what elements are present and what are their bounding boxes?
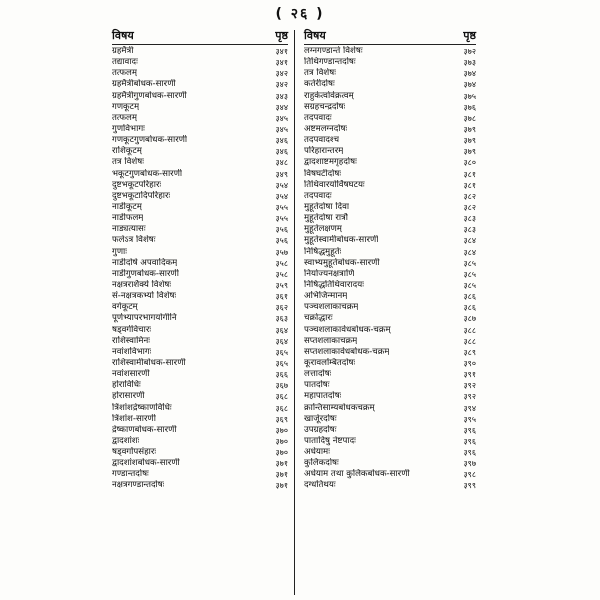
entry-title: तदपवादः (304, 112, 332, 123)
entry-title: ग्रहमैत्री (112, 46, 134, 56)
entry-title: वर्गकूटम् (112, 302, 138, 313)
entry-title: सग्रहचन्द्रदोषः (304, 101, 346, 112)
entry-page: ३९४ (463, 403, 476, 413)
contents-entry (112, 269, 288, 280)
entry-title: अभिजिन्मानम् (304, 291, 348, 302)
entry-title: तत्फलम् (112, 68, 137, 79)
entry-title: पातादिषु नेष्टपादः (304, 435, 356, 446)
entry-page: ३४९ (275, 169, 288, 179)
contents-entry (304, 480, 476, 491)
entry-page: ३४६ (275, 147, 288, 157)
contents-entry (304, 269, 476, 280)
entry-page: ३४४ (275, 102, 288, 112)
entry-page: ३४२ (275, 80, 288, 90)
entry-page: ३६४ (275, 336, 288, 346)
entry-title: निषिद्धमुहूर्तः (304, 246, 342, 257)
entry-page: ३७४ (463, 69, 476, 79)
contents-entry (112, 291, 288, 302)
contents-entry (112, 68, 288, 79)
entry-title: स्वाभ्यमुहूर्तबोधक-सारणी (304, 257, 380, 268)
contents-entry (304, 358, 476, 369)
entry-title: पातदोषः (304, 380, 330, 391)
entry-page: ३७८ (463, 113, 476, 123)
contents-entry (304, 135, 476, 146)
entry-title: नाडीकूटम् (112, 201, 142, 212)
contents-entry (304, 425, 476, 436)
entry-title: षड्वर्गविचारः (112, 324, 152, 335)
contents-column-right (304, 28, 476, 492)
contents-entry (304, 469, 476, 480)
contents-entry (304, 403, 476, 414)
entry-page: ३४१ (275, 58, 288, 68)
entry-title: सप्तशलाकाचक्रम् (304, 335, 358, 346)
page-heading: पृष्ठ (275, 29, 288, 42)
entry-title: राशिस्वामीबोधक-सारणी (112, 357, 186, 368)
entry-page: ३९१ (463, 370, 476, 380)
contents-entry (112, 180, 288, 191)
entry-title: उपग्रहदोषः (304, 424, 337, 435)
contents-entry (304, 458, 476, 469)
entry-title: होरासारणी (112, 391, 145, 402)
entry-title: त्रिंशांशद्रेष्काणविधिः (112, 402, 172, 413)
contents-entry (112, 414, 288, 425)
entry-page: ३५७ (275, 247, 288, 257)
entry-page: ३६४ (275, 325, 288, 335)
entry-title: तदपवादः (304, 190, 332, 201)
entry-title: पञ्चशलाकावेधबोधक-चक्रम् (304, 324, 391, 335)
entry-page: ३५८ (275, 269, 288, 279)
entry-page: ३७० (275, 436, 288, 446)
contents-entry (112, 213, 288, 224)
entry-page: ३६९ (275, 414, 288, 424)
column-header (112, 28, 288, 45)
entry-page: ३९६ (463, 425, 476, 435)
contents-entry (112, 302, 288, 313)
contents-entry (304, 391, 476, 402)
entry-page: ३४३ (275, 91, 288, 101)
entry-title: महापातदोषः (304, 391, 342, 402)
subject-heading: विषय (304, 29, 326, 42)
contents-entry (112, 391, 288, 402)
entry-page: ३९६ (463, 436, 476, 446)
contents-entry (112, 202, 288, 213)
contents-entry (304, 414, 476, 425)
entry-title: चक्रोद्धारः (304, 313, 333, 324)
entry-page: ३५५ (275, 202, 288, 212)
entry-title: मुहूर्तदोषा रात्रौ (304, 213, 349, 224)
contents-entry (304, 336, 476, 347)
contents-entry (304, 325, 476, 336)
entry-page: ३८५ (463, 280, 476, 290)
entry-page: ३७४ (463, 80, 476, 90)
contents-entry (112, 57, 288, 68)
entry-page: ३९२ (463, 381, 476, 391)
entry-title: तदपवादश्च (304, 135, 340, 146)
contents-entry (112, 313, 288, 324)
entry-title: अर्धयामः (304, 447, 330, 458)
entry-title: गण्डान्तदोषः (112, 469, 149, 480)
contents-entry (304, 347, 476, 358)
contents-entry (304, 68, 476, 79)
contents-entry (304, 313, 476, 324)
contents-entry (112, 347, 288, 358)
contents-column-left (112, 28, 288, 492)
entry-title: पूर्णभ्यापरभागयोगीनि (112, 313, 177, 324)
contents-entry (304, 57, 476, 68)
entry-title: गणकूटगुणबोधक-सारणी (112, 135, 188, 146)
contents-entry (304, 224, 476, 235)
entry-title: सप्तशलाकावेधबोधक-चक्रम् (304, 346, 390, 357)
entry-page: ३८८ (463, 325, 476, 335)
entry-page: ३५८ (275, 258, 288, 268)
entry-page: ३८६ (463, 303, 476, 313)
contents-entry (112, 336, 288, 347)
entry-title: मुहूर्तदोषा दिवा (304, 201, 350, 212)
contents-entry (304, 169, 476, 180)
contents-entry (112, 247, 288, 258)
contents-entry (112, 280, 288, 291)
entry-page: ३९९ (463, 481, 476, 491)
contents-entry (112, 369, 288, 380)
contents-entry (112, 358, 288, 369)
contents-entry (304, 213, 476, 224)
contents-entry (112, 235, 288, 246)
entry-page: ३६३ (275, 314, 288, 324)
entry-page: ३८२ (463, 202, 476, 212)
contents-entry (112, 447, 288, 458)
contents-entry (112, 436, 288, 447)
contents-entry (112, 325, 288, 336)
contents-entry (304, 191, 476, 202)
entry-title: अर्धयाम तथा कुलिकबोधक-सारणी (304, 469, 410, 480)
entry-title: ग्रहमैत्रीगुणबोधक-सारणी (112, 90, 187, 101)
contents-entry (304, 113, 476, 124)
entry-title: नाड्यत्यासः (112, 224, 146, 235)
entry-title: पञ्चशलाकाचक्रम् (304, 302, 359, 313)
entry-title: गुणविभागः (112, 123, 145, 134)
entry-page: ३६७ (275, 381, 288, 391)
entry-title: मुहूर्तस्वामीबोधक-सारणी (304, 235, 379, 246)
entry-title: कुलिकदोषः (304, 458, 339, 469)
entry-title: ग्रहमैत्रीबोधक-सारणी (112, 79, 176, 90)
contents-entry (112, 102, 288, 113)
entry-page: ३७९ (463, 124, 476, 134)
entry-page: ३५४ (275, 180, 288, 190)
entry-page: ३६२ (275, 303, 288, 313)
entry-page: ३८९ (463, 347, 476, 357)
entry-title: फलेऽत्र विशेषः (112, 235, 156, 246)
entry-title: भकूटगुणबोधक-सारणी (112, 168, 183, 179)
entry-title: राहुकेत्वोर्वक्रत्वम् (304, 90, 354, 101)
entry-page: ३४५ (275, 124, 288, 134)
entry-title: खार्जूरदोषः (304, 413, 337, 424)
entry-title: परिहारान्तरम् (304, 146, 344, 157)
contents-entry (304, 280, 476, 291)
contents-entry (112, 480, 288, 491)
entry-page: ३८२ (463, 191, 476, 201)
entry-page: ३९० (463, 358, 476, 368)
subject-heading: विषय (112, 29, 134, 42)
entry-page: ३५५ (275, 214, 288, 224)
entry-page: ३७९ (463, 136, 476, 146)
entry-title: सं-नक्षत्रकभ्यो विशेषः (112, 291, 177, 302)
contents-entry (304, 235, 476, 246)
contents-entry (112, 135, 288, 146)
entry-page: ३७१ (275, 481, 288, 491)
entry-page: ३९२ (463, 392, 476, 402)
entry-title: द्वादशाष्टमगृहदोषः (304, 157, 357, 168)
entry-title: विषघटीदोषः (304, 168, 342, 179)
entry-title: त्रिंशांश-सारणी (112, 413, 156, 424)
entry-page: ३५६ (275, 225, 288, 235)
contents-entry (304, 291, 476, 302)
entry-page: ३८४ (463, 236, 476, 246)
entry-page: ३५६ (275, 236, 288, 246)
entry-title: क्रान्तिसाम्यबोधकचक्रम् (304, 402, 375, 413)
entry-title: षड्वर्गोपसंहारः (112, 447, 157, 458)
contents-entry (304, 447, 476, 458)
entry-title: दग्धतिथयः (304, 480, 336, 491)
entry-title: नियोज्यनक्षत्राणि (304, 268, 355, 279)
contents-entry (112, 403, 288, 414)
contents-entry (112, 469, 288, 480)
contents-entry (112, 224, 288, 235)
entry-page: ३७३ (463, 58, 476, 68)
contents-entry (304, 380, 476, 391)
entry-title: नाडीदोषे अपवादिकम् (112, 257, 178, 268)
entry-page: ३९७ (463, 459, 476, 469)
entry-page: ३८५ (463, 269, 476, 279)
contents-entry (304, 202, 476, 213)
entry-page: ३८१ (463, 180, 476, 190)
column-divider (294, 30, 295, 595)
entry-title: तत्र विशेषः (304, 68, 336, 79)
entry-title: तद्यावादः (112, 57, 138, 68)
contents-entry (112, 458, 288, 469)
entry-title: नाडीफलम् (112, 213, 144, 224)
entry-title: नवांशविभागः (112, 346, 152, 357)
contents-entry (112, 380, 288, 391)
entry-title: तत्फलम् (112, 112, 137, 123)
entry-page: ३४८ (275, 158, 288, 168)
entry-title: नक्षत्रराशैक्ये विशेषः (112, 279, 172, 290)
contents-entry (304, 79, 476, 90)
entry-page: ३७९ (463, 147, 476, 157)
contents-entry (112, 91, 288, 102)
contents-entry (304, 102, 476, 113)
entry-title: दुष्टभकूटादिपरिहारः (112, 190, 171, 201)
contents-entry (112, 258, 288, 269)
entry-title: राशिस्वामिनः (112, 335, 151, 346)
contents-entry (304, 302, 476, 313)
entry-page: ३८० (463, 158, 476, 168)
entry-page: ३८४ (463, 247, 476, 257)
entry-page: ३८६ (463, 292, 476, 302)
entry-page: ३६६ (275, 370, 288, 380)
entry-page: ३४१ (275, 47, 288, 56)
entry-page: ३५९ (275, 280, 288, 290)
entry-title: अष्टमलग्नदोषः (304, 123, 348, 134)
entry-page: ३८८ (463, 336, 476, 346)
entry-title: दुष्टभकूटपरिहारः (112, 179, 162, 190)
contents-entry (112, 191, 288, 202)
contents-entry (304, 258, 476, 269)
contents-entry (304, 157, 476, 168)
entry-title: द्वादशांशः (112, 435, 140, 446)
contents-entry (304, 247, 476, 258)
entry-page: ३७० (275, 448, 288, 458)
contents-entry (112, 146, 288, 157)
entry-title: तिथिगण्डान्तदोषः (304, 57, 356, 68)
entry-list (112, 46, 288, 492)
contents-entry (112, 124, 288, 135)
page-number: ( २६ ) (275, 6, 325, 22)
entry-page: ३९५ (463, 414, 476, 424)
contents-entry (304, 46, 476, 57)
entry-page: ३६८ (275, 403, 288, 413)
contents-entry (304, 436, 476, 447)
contents-entry (304, 180, 476, 191)
entry-page: ३७२ (463, 47, 476, 56)
entry-page: ३७१ (275, 459, 288, 469)
entry-page: ३४२ (275, 69, 288, 79)
entry-page: ३९६ (463, 448, 476, 458)
entry-page: ३६१ (275, 292, 288, 302)
entry-page: ३८१ (463, 169, 476, 179)
entry-page: ३७६ (463, 102, 476, 112)
contents-entry (112, 46, 288, 57)
entry-page: ३७० (275, 425, 288, 435)
contents-entry (304, 124, 476, 135)
entry-page: ३८७ (463, 314, 476, 324)
entry-page: ३६८ (275, 392, 288, 402)
entry-title: नवांशसारणी (112, 369, 150, 380)
entry-page: ३५४ (275, 191, 288, 201)
entry-title: निषिद्धतिथिवारादयः (304, 279, 364, 290)
entry-title: तिथिवारयोर्विषघटयः (304, 179, 365, 190)
contents-entry (112, 169, 288, 180)
entry-page: ३८३ (463, 225, 476, 235)
entry-page: ३४६ (275, 136, 288, 146)
entry-title: नाडीगुणबोधक-सारणी (112, 268, 179, 279)
entry-page: ३४५ (275, 113, 288, 123)
contents-entry (112, 157, 288, 168)
entry-title: कर्तरीदोषः (304, 79, 335, 90)
contents-entry (112, 425, 288, 436)
entry-title: राशिकूटम् (112, 146, 142, 157)
entry-title: होराविधिः (112, 380, 141, 391)
entry-page: ३९८ (463, 470, 476, 480)
contents-entry (304, 91, 476, 102)
contents-entry (304, 369, 476, 380)
contents-entry (304, 146, 476, 157)
entry-title: लत्तादोषः (304, 369, 332, 380)
entry-title: गुणाः (112, 246, 128, 257)
entry-title: कूरावलम्बितदोषः (304, 357, 356, 368)
entry-list (304, 46, 476, 492)
entry-page: ३६५ (275, 358, 288, 368)
entry-title: द्रेष्काणबोधक-सारणी (112, 424, 177, 435)
entry-title: मुहूर्तलक्षणम् (304, 224, 342, 235)
entry-title: द्वादशांशबोधक-सारणी (112, 458, 180, 469)
entry-title: गणकूटम् (112, 101, 140, 112)
page-heading: पृष्ठ (463, 29, 476, 42)
column-header (304, 28, 476, 45)
entry-title: नक्षत्रगण्डान्तदोषः (112, 480, 165, 491)
entry-title: तत्र विशेषः (112, 157, 144, 168)
entry-page: ३७५ (463, 91, 476, 101)
contents-entry (112, 79, 288, 90)
entry-page: ३६५ (275, 347, 288, 357)
entry-page: ३८५ (463, 258, 476, 268)
entry-page: ३८३ (463, 214, 476, 224)
entry-page: ३७१ (275, 470, 288, 480)
contents-entry (112, 113, 288, 124)
entry-title: लग्नगण्डान्ते विशेषः (304, 46, 363, 56)
